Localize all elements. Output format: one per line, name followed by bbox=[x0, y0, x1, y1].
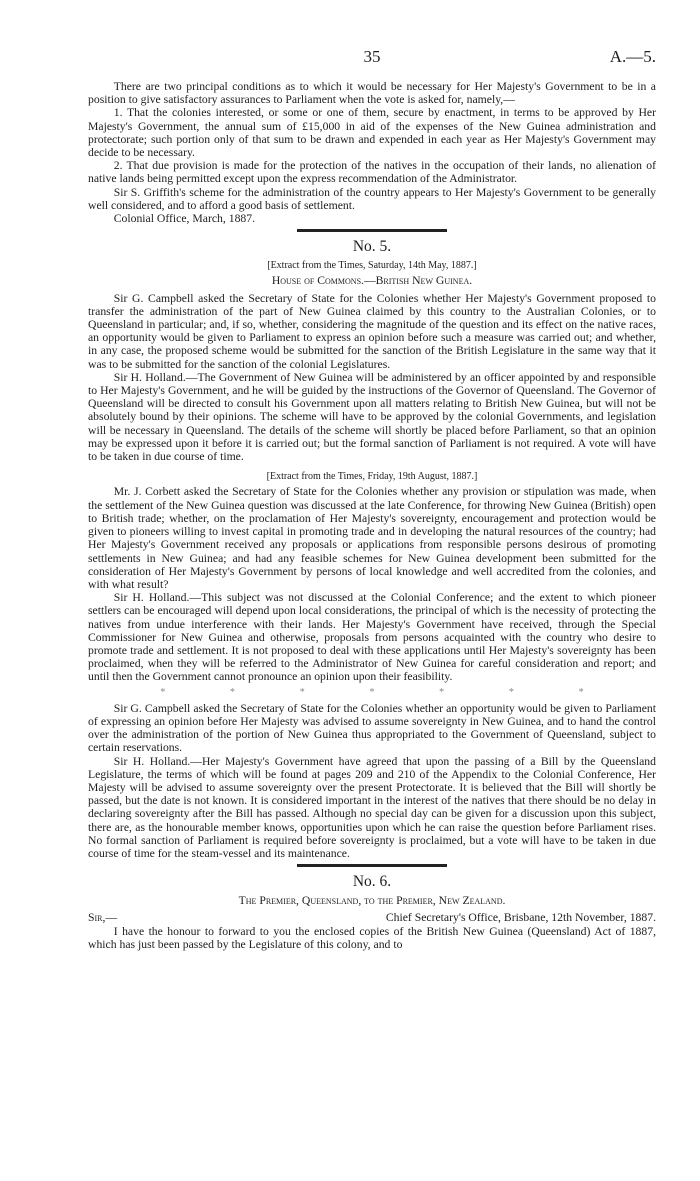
asterisk: * bbox=[160, 686, 166, 698]
letter-body: I have the honour to forward to you the enclosed copies of the British New Guinea (Queensland) Act of 1887, which has just been passed by the Legislature of this colony, and to bbox=[88, 924, 656, 951]
extract-citation: [Extract from the Times, Friday, 19th August, 1887.] bbox=[266, 471, 478, 483]
asterisk: * bbox=[299, 686, 305, 698]
condition-1: 1. That the colonies interested, or some or one of them, secure by enactment, in terms to be approved by Her Majesty's Government, the annual sum of £15,000 in aid of the expenses of the New Guinea administration and protectorate; such portion only of that sum to be drawn and expended in each year as Her Majesty's Government may decide to be necessary. bbox=[88, 106, 656, 160]
paragraph: There are two principal conditions as to which it would be necessary for Her Majesty's Government to be in a position to give satisfactory assurances to Parliament when the vote is asked for, namely,— bbox=[88, 80, 656, 107]
condition-2: 2. That due provision is made for the protection of the natives in the occupation of their lands, no alienation of native lands being permitted except upon the express recommendation of the Administrator. bbox=[88, 159, 656, 186]
section-heading: No. 5. bbox=[352, 238, 392, 256]
asterisk: * bbox=[369, 686, 375, 698]
answer-paragraph: Sir H. Holland.—This subject was not discussed at the Colonial Conference; and the extent to which pioneer settlers can be encouraged will depend upon local considerations, the principal of which is the necessity of protecting the natives from undue interference with their lands. Her Majesty's Government have received, through the Special Commissioner for New Guinea and otherwise, proposals from persons acquainted with the country who desire to promote trade and settlement. It is not proposed to deal with these applications until Her Majesty's sovereignty has been proclaimed, when they will be referred to the Administrator of New Guinea for careful consideration and report; and until then the Government cannot pronounce an opinion upon their feasibility. bbox=[88, 591, 656, 684]
question-paragraph: Sir G. Campbell asked the Secretary of State for the Colonies whether Her Majesty's Government proposed to transfer the administration of the part of New Guinea claimed by this country to the Australian Colonies, or to Queensland in particular; and, if so, whether, considering the magnitude of the question and its effect on the native races, an opportunity would be given to Parliament to express an opinion before such a measure was carried out; and whether, in any case, the proposed scheme would be submitted for the sanction of the British Legislature in the same way that it was to be submitted for the sanction of the colonial Legislatures. bbox=[88, 291, 656, 371]
question-paragraph: Sir G. Campbell asked the Secretary of State for the Colonies whether an opportunity would be given to Parliament of expressing an opinion before Her Majesty was advised to assume sovereignty in New Guinea, and to hand the control over the administration of the portion of New Guinea thus appropriated to the Government of Queensland, subject to certain reservations. bbox=[88, 701, 656, 755]
page-header bbox=[88, 47, 656, 70]
question-paragraph: Mr. J. Corbett asked the Secretary of State for the Colonies whether any provision or stipulation was made, when the settlement of the New Guinea question was discussed at the late Conference, for throwing New Guinea (British) open to British trade; whether, on the proclamation of Her Majesty's sovereignty, encouragement and protection would be given to pioneers willing to invest capital in promoting trade and in developing the natural resources of the country; had Her Majesty's Government received any proposals or applications from responsible persons desirous of promoting settlements in New Guinea; and had any feasible schemes for New Guinea development been submitted for the consideration of Her Majesty's Government by persons of local knowledge and well accredited from the colonies, and with what result? bbox=[88, 485, 656, 591]
paragraph: Sir S. Griffith's scheme for the administration of the country appears to Her Majesty's Government to be generally well considered, and to afford a good basis of settlement. bbox=[88, 185, 656, 212]
asterisk: * bbox=[578, 686, 584, 698]
page-content bbox=[88, 80, 656, 951]
asterisk: * bbox=[439, 686, 445, 698]
answer-paragraph: Sir H. Holland.—The Government of New Guinea will be administered by an officer appointed by and responsible to Her Majesty's Government, and he will be guided by the instructions of the Governor of Queensland. The Governor of Queensland will be directed to consult his Government upon all matters relating to British New Guinea, but will not be absolutely bound by their opinions. The scheme will have to be approved by the colonial Governments, and legislation will be necessary in Queensland. The details of the scheme will shortly be placed before Parliament, so that an opinion may be expressed upon it before it is carried out; but the formal sanction of Parliament is not required. A vote will have to be taken in due course of time. bbox=[88, 370, 656, 464]
asterisk: * bbox=[230, 686, 236, 698]
answer-paragraph: Sir H. Holland.—Her Majesty's Government have agreed that upon the passing of a Bill by the Queensland Legislature, the terms of which will be found at pages 209 and 210 of the Appendix to the Colonial Conference, Her Majesty will be advised to assume sovereignty over the present Protectorate. It is believed that the Bill will shortly be passed, but the date is not known. It is considered important in the interest of the natives that there should be no delay in declaring sovereignty after the Bill has passed. Although no special day can be given for a discussion upon this subject, there are, as the honourable member knows, opportunities upon which he can raise the question before Parliament rises. No formal sanction of Parliament is required before sovereignty is proclaimed, but a vote will have to be taken in due course of time for the steam-vessel and its maintenance. bbox=[88, 754, 656, 860]
section-subheading: The Premier, Queensland, to the Premier, New Zealand. bbox=[238, 894, 506, 908]
page-number: 35 bbox=[363, 47, 381, 66]
asterisk: * bbox=[508, 686, 514, 698]
section-divider bbox=[297, 229, 447, 232]
asterisk-separator bbox=[128, 686, 616, 699]
letter-header bbox=[88, 911, 656, 924]
section-divider bbox=[297, 864, 447, 867]
document-reference: A.—5. bbox=[609, 47, 656, 66]
dateline: Chief Secretary's Office, Brisbane, 12th November, 1887. bbox=[385, 911, 656, 925]
extract-citation: [Extract from the Times, Saturday, 14th May, 1887.] bbox=[267, 260, 477, 272]
signature-line: Colonial Office, March, 1887. bbox=[113, 212, 256, 226]
section-subheading: House of Commons.—British New Guinea. bbox=[271, 274, 473, 288]
section-heading: No. 6. bbox=[352, 873, 392, 891]
salutation: Sir,— bbox=[88, 911, 118, 925]
